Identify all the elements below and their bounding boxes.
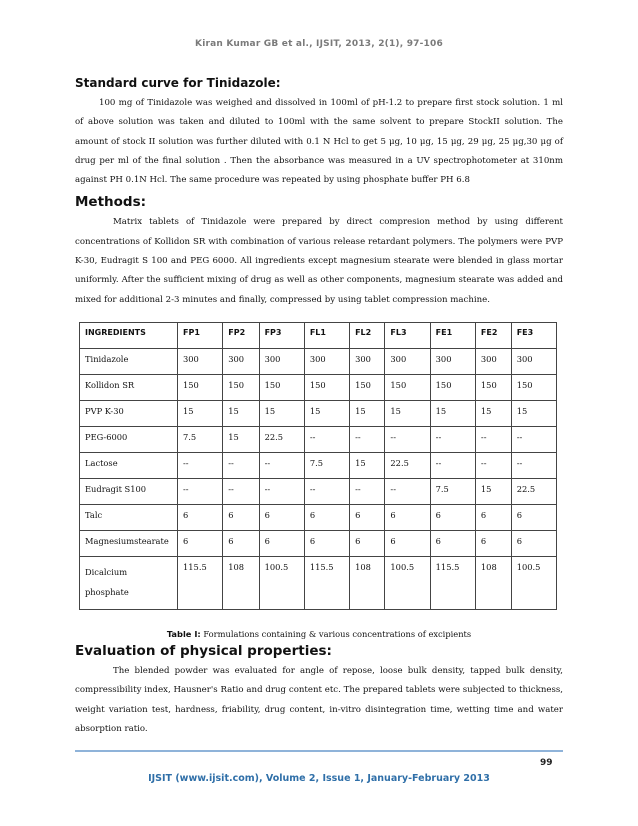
table-cell: -- xyxy=(475,426,511,452)
table-cell: 150 xyxy=(178,374,223,400)
table-cell: 300 xyxy=(304,348,349,374)
table-cell: 108 xyxy=(475,556,511,609)
table-cell: -- xyxy=(350,426,385,452)
table-cell: -- xyxy=(511,426,556,452)
table-cell: 6 xyxy=(430,504,475,530)
table-cell: 15 xyxy=(385,400,430,426)
table-cell: 300 xyxy=(385,348,430,374)
table-cell: 15 xyxy=(475,478,511,504)
table-cell: Lactose xyxy=(80,452,178,478)
table-cell: 6 xyxy=(223,530,259,556)
table-cell: 15 xyxy=(430,400,475,426)
table-row xyxy=(80,478,557,504)
table-cell: Eudragit S100 xyxy=(80,478,178,504)
table-cell: 6 xyxy=(304,504,349,530)
table-cell: 115.5 xyxy=(430,556,475,609)
table-cell: 300 xyxy=(223,348,259,374)
table-header-cell: FE2 xyxy=(475,322,511,348)
table-cell: 15 xyxy=(350,452,385,478)
table-cell: Kollidon SR xyxy=(80,374,178,400)
table-cell: -- xyxy=(304,478,349,504)
table-header-cell: INGREDIENTS xyxy=(80,322,178,348)
table-cell: 6 xyxy=(475,504,511,530)
table-cell: -- xyxy=(430,426,475,452)
table-cell: 150 xyxy=(259,374,304,400)
table-row xyxy=(80,530,557,556)
page-number: 99 xyxy=(540,758,553,768)
table-cell: 22.5 xyxy=(259,426,304,452)
table-row xyxy=(80,400,557,426)
table-cell: Dicalcium phosphate xyxy=(80,556,178,609)
table-cell: 115.5 xyxy=(304,556,349,609)
table-cell: 6 xyxy=(385,504,430,530)
table-cell: 15 xyxy=(304,400,349,426)
formulation-table xyxy=(79,322,557,610)
table-cell: 6 xyxy=(385,530,430,556)
table-row xyxy=(80,556,557,609)
table-cell: PVP K-30 xyxy=(80,400,178,426)
table-row xyxy=(80,504,557,530)
table-cell: 22.5 xyxy=(385,452,430,478)
table-cell: -- xyxy=(385,426,430,452)
table-cell: PEG-6000 xyxy=(80,426,178,452)
table-cell: 7.5 xyxy=(178,426,223,452)
table-cell: Magnesiumstearate xyxy=(80,530,178,556)
table-row xyxy=(80,426,557,452)
table-header-cell: FL3 xyxy=(385,322,430,348)
journal-footer: IJSIT (www.ijsit.com), Volume 2, Issue 1, January-February 2013 xyxy=(148,773,490,784)
table-cell: 15 xyxy=(178,400,223,426)
table-header-cell: FE1 xyxy=(430,322,475,348)
table-cell: 6 xyxy=(259,530,304,556)
table-cell: 15 xyxy=(511,400,556,426)
table-cell: 6 xyxy=(475,530,511,556)
table-cell: 15 xyxy=(223,426,259,452)
table-cell: -- xyxy=(430,452,475,478)
table-cell: 100.5 xyxy=(511,556,556,609)
table-cell: 300 xyxy=(511,348,556,374)
table-cell: 300 xyxy=(430,348,475,374)
table-cell: 6 xyxy=(511,504,556,530)
table-cell: -- xyxy=(223,478,259,504)
table-row xyxy=(80,452,557,478)
table-cell: 6 xyxy=(511,530,556,556)
table-cell: -- xyxy=(259,478,304,504)
table-cell: 6 xyxy=(430,530,475,556)
running-head: Kiran Kumar GB et al., IJSIT, 2013, 2(1), 97-106 xyxy=(195,39,443,49)
methods-paragraph: Matrix tablets of Tinidazole were prepared by direct compresion method by using different concentrations of Kollidon SR with combination of various release retardant polymers. The polymers were PVP K-30, Eudragit S 100 and PEG 6000. All ingredients except magnesium stearate were blended in glass mortar uniformly. After the sufficient mixing of drug as well as other components, magnesium stearate was added and mixed for additional 2-3 minutes and finally, compressed by using tablet compression machine. xyxy=(75,217,563,305)
table-cell: 150 xyxy=(430,374,475,400)
table-header-cell: FL2 xyxy=(350,322,385,348)
table-cell: 100.5 xyxy=(385,556,430,609)
table-cell: -- xyxy=(511,452,556,478)
table-cell: -- xyxy=(304,426,349,452)
table-cell: 6 xyxy=(223,504,259,530)
table-cell: -- xyxy=(178,478,223,504)
table-cell: 108 xyxy=(350,556,385,609)
table-cell: 100.5 xyxy=(259,556,304,609)
table-cell: Tinidazole xyxy=(80,348,178,374)
table-cell: 300 xyxy=(350,348,385,374)
evaluation-paragraph: The blended powder was evaluated for angle of repose, loose bulk density, tapped bulk density, compressibility index, Hausner's Ratio and drug content etc. The prepared tablets were subjected to thickness, weight variation test, hardness, friability, drug content, in-vitro disintegration time, wetting time and water absorption ratio. xyxy=(75,665,563,734)
table-cell: 115.5 xyxy=(178,556,223,609)
table-cell: 150 xyxy=(385,374,430,400)
table-cell: 150 xyxy=(350,374,385,400)
standard-curve-heading: Standard curve for Tinidazole: xyxy=(75,76,281,90)
table-cell: -- xyxy=(223,452,259,478)
table-cell: -- xyxy=(350,478,385,504)
table-cell: 6 xyxy=(259,504,304,530)
table-header-row xyxy=(80,322,557,348)
table-row xyxy=(80,374,557,400)
table-cell: 15 xyxy=(223,400,259,426)
table-cell: 22.5 xyxy=(511,478,556,504)
table-cell: 300 xyxy=(475,348,511,374)
footer-rule xyxy=(75,750,563,752)
table-cell: 6 xyxy=(350,504,385,530)
table-header-cell: FP1 xyxy=(178,322,223,348)
table-cell: 7.5 xyxy=(430,478,475,504)
table-cell: -- xyxy=(178,452,223,478)
table-cell: 15 xyxy=(350,400,385,426)
table-caption xyxy=(75,629,563,639)
table-cell: 15 xyxy=(475,400,511,426)
table-cell: 108 xyxy=(223,556,259,609)
table-cell: -- xyxy=(385,478,430,504)
table-cell: 300 xyxy=(178,348,223,374)
table-caption-label: Table I: xyxy=(166,628,201,639)
table-header-cell: FP3 xyxy=(259,322,304,348)
table-header-cell: FE3 xyxy=(511,322,556,348)
table-caption-text: Formulations containing & various concentrations of excipients xyxy=(200,628,472,639)
table-cell: 6 xyxy=(178,530,223,556)
table-cell: 7.5 xyxy=(304,452,349,478)
table-cell: 15 xyxy=(259,400,304,426)
table-cell: 150 xyxy=(475,374,511,400)
table-cell: 300 xyxy=(259,348,304,374)
table-cell: 6 xyxy=(304,530,349,556)
methods-heading: Methods: xyxy=(75,194,147,211)
standard-curve-paragraph: 100 mg of Tinidazole was weighed and dissolved in 100ml of pH-1.2 to prepare first stock solution. 1 ml of above solution was taken and diluted to 100ml with the same solvent to prepare StockII solution. The amount of stock II solution was further diluted with 0.1 N Hcl to get 5 μg, 10 μg, 15 μg, 29 μg, 25 μg,30 μg of drug per ml of the final solution . Then the absorbance was measured in a UV spectrophotometer at 310nm against PH 0.1N Hcl. The same procedure was repeated by using phosphate buffer PH 6.8 xyxy=(75,98,563,186)
table-cell: 150 xyxy=(304,374,349,400)
table-cell: 6 xyxy=(350,530,385,556)
article-body xyxy=(75,72,563,739)
table-header-cell: FP2 xyxy=(223,322,259,348)
table-cell: -- xyxy=(259,452,304,478)
table-header-cell: FL1 xyxy=(304,322,349,348)
evaluation-heading: Evaluation of physical properties: xyxy=(75,642,332,659)
table-cell: 150 xyxy=(511,374,556,400)
table-cell: 6 xyxy=(178,504,223,530)
table-cell: -- xyxy=(475,452,511,478)
table-cell: Talc xyxy=(80,504,178,530)
table-row xyxy=(80,348,557,374)
table-cell: 150 xyxy=(223,374,259,400)
